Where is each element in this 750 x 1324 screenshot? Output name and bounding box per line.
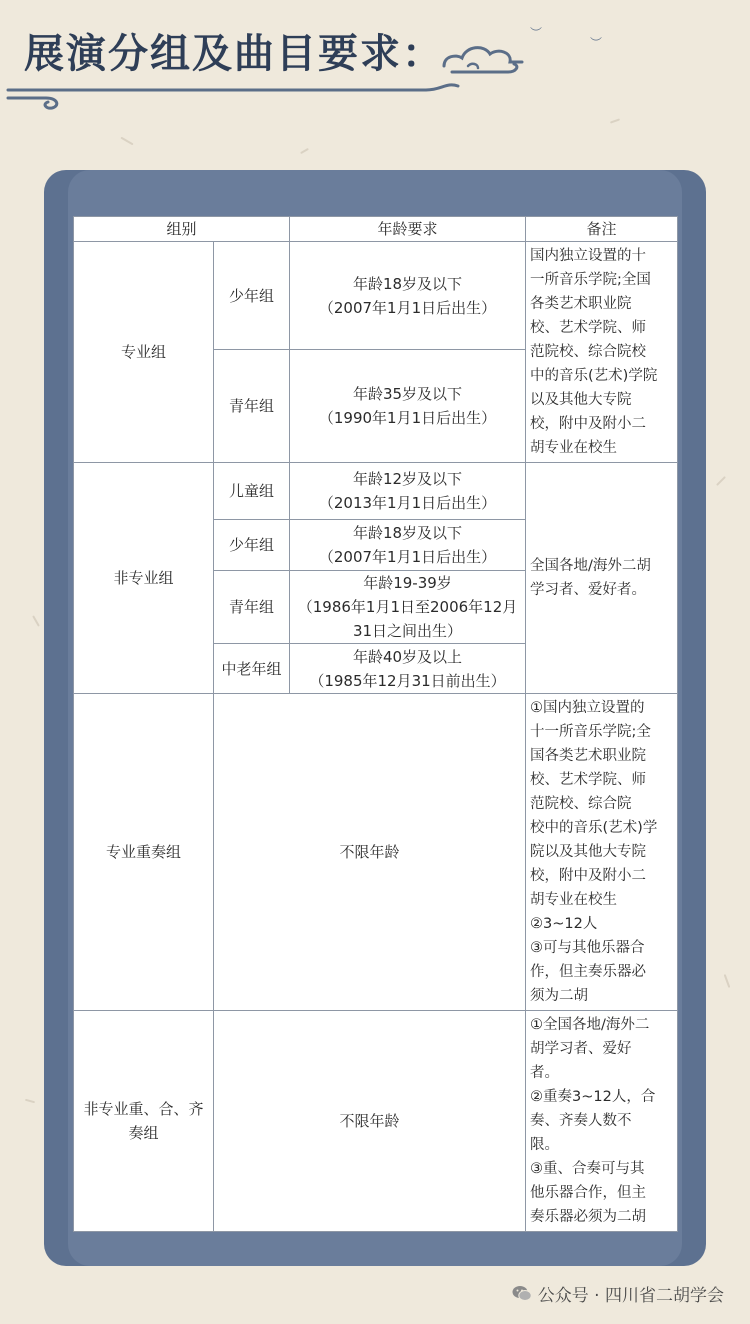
group-pro-ensemble: 专业重奏组: [74, 694, 214, 1011]
page-title: 展演分组及曲目要求：: [24, 30, 444, 77]
table-row: [74, 242, 678, 350]
footer-text: 公众号 · 四川省二胡学会: [537, 1286, 724, 1306]
subgroup-label: 青年组: [214, 350, 290, 463]
age-requirement: 不限年龄: [214, 694, 526, 1011]
wechat-icon: [512, 1285, 532, 1302]
header-notes: 备注: [526, 217, 678, 242]
header-group: 组别: [74, 217, 290, 242]
paper-texture: [716, 476, 726, 486]
subgroup-label: 中老年组: [214, 644, 290, 694]
bird-icon: ︶: [530, 26, 543, 40]
paper-texture: [25, 1099, 35, 1104]
table-header-row: [74, 217, 678, 242]
paper-texture: [724, 974, 731, 988]
requirements-table: [73, 216, 678, 1232]
group-amateur: 非专业组: [74, 463, 214, 694]
table-row: [74, 1011, 678, 1232]
table-row: [74, 463, 678, 520]
note-professional: 国内独立设置的十 一所音乐学院;全国 各类艺术职业院 校、艺术学院、师 范院校、综合院校 中的音乐(艺术)学院 以及其他大专院 校，附中及附小二 胡专业在校生: [526, 242, 678, 463]
subgroup-label: 儿童组: [214, 463, 290, 520]
subgroup-label: 青年组: [214, 571, 290, 644]
header-age: 年龄要求: [290, 217, 526, 242]
subgroup-label: 少年组: [214, 242, 290, 350]
paper-texture: [300, 148, 309, 154]
note-amateur: 全国各地/海外二胡 学习者、爱好者。: [526, 463, 678, 694]
age-requirement: 年龄19-39岁 （1986年1月1日至2006年12月 31日之间出生）: [290, 571, 526, 644]
paper-texture: [32, 615, 40, 626]
footer-watermark: [512, 1281, 724, 1306]
table-row: [74, 694, 678, 1011]
age-requirement: 年龄40岁及以上 （1985年12月31日前出生）: [290, 644, 526, 694]
age-requirement: 年龄12岁及以下 （2013年1月1日后出生）: [290, 463, 526, 520]
bird-icon: ︶: [590, 36, 603, 50]
group-amateur-ensemble: 非专业重、合、齐 奏组: [74, 1011, 214, 1232]
paper-texture: [610, 118, 620, 123]
age-requirement: 年龄18岁及以下 （2007年1月1日后出生）: [290, 520, 526, 571]
age-requirement: 年龄18岁及以下 （2007年1月1日后出生）: [290, 242, 526, 350]
age-requirement: 不限年龄: [214, 1011, 526, 1232]
age-requirement: 年龄35岁及以下 （1990年1月1日后出生）: [290, 350, 526, 463]
note-amateur-ensemble: ①全国各地/海外二 胡学习者、爱好 者。 ②重奏3~12人，合 奏、齐奏人数不 限。 ③重、合奏可与其 他乐器合作，但主 奏乐器必须为二胡: [526, 1011, 678, 1232]
group-professional: 专业组: [74, 242, 214, 463]
cloud-icon: [438, 36, 528, 80]
paper-texture: [120, 137, 133, 146]
wave-divider-icon: [6, 82, 466, 112]
subgroup-label: 少年组: [214, 520, 290, 571]
note-pro-ensemble: ①国内独立设置的 十一所音乐学院;全 国各类艺术职业院 校、艺术学院、师 范院校、综合院 校中的音乐(艺术)学 院以及其他大专院 校，附中及附小二 胡专业在校生 ②3~12人 ③可与其他乐器合 作，但主奏乐器必 须为二胡: [526, 694, 678, 1011]
